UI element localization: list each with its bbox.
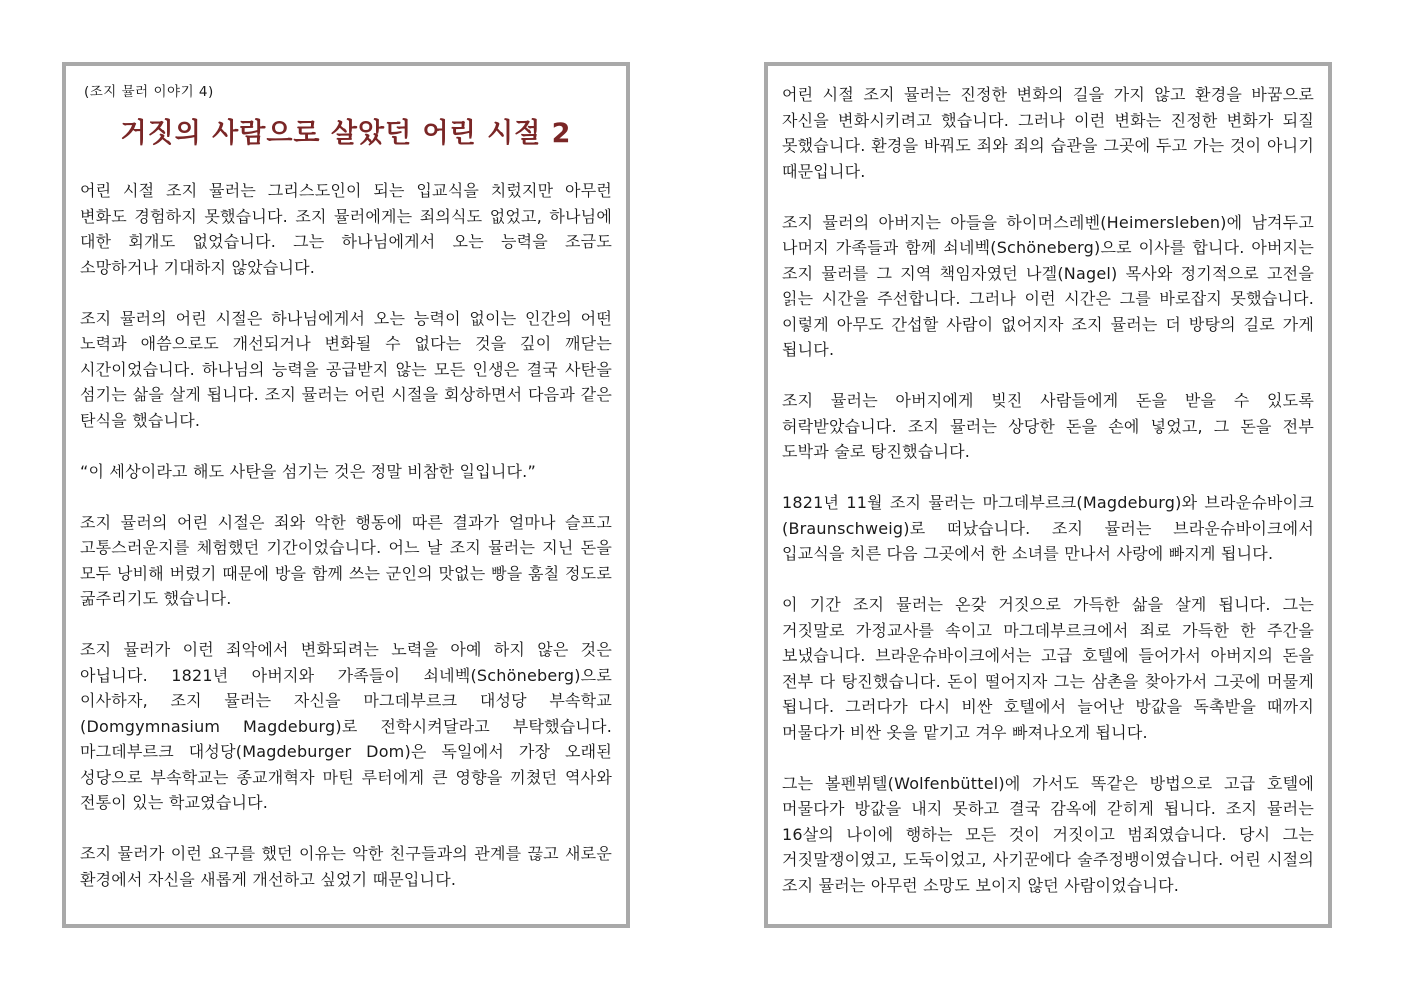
paragraph: 조지 뮬러의 아버지는 아들을 하이머스레벤(Heimersleben)에 남겨두고 나머지 가족들과 함께 쇠네벡(Schöneberg)으로 이사를 합니다. 아버지는 조지 뮬러를 그 지역 책임자였던 나겔(Nagel) 목사와 정기적으로 고전을 읽는 시간을 주선합니다. 그러나 이런 시간은 그를 바로잡지 못했습니다. 이렇게 아무도 간섭할 사람이 없어지자 조지 뮬러는 더 방탕의 길로 가게 됩니다. <box>782 212 1314 359</box>
paragraph: 조지 뮬러가 이런 죄악에서 변화되려는 노력을 아예 하지 않은 것은 아닙니다. 1821년 아버지와 가족들이 쇠네벡(Schöneberg)으로 이사하자, 조지 뮬러는 자신을 마그데부르크 대성당 부속학교(Domgymnasium Magdeburg)로 전학시켜달라고 부탁했습니다. 마그데부르크 대성당(Magdeburger Dom)은 독일에서 가장 오래된 성당으로 부속학교는 종교개혁자 마틴 루터에게 큰 영향을 끼쳤던 역사와 전통이 있는 학교였습니다. <box>80 640 612 812</box>
paragraph: 조지 뮬러의 어린 시절은 하나님에게서 오는 능력이 없이는 인간의 어떤 노력과 애씀으로도 개선되거나 변화될 수 없다는 것을 깊이 깨닫는 시간이었습니다. 하나님의 능력을 공급받지 않는 모든 인생은 결국 사탄을 섬기는 삶을 살게 됩니다. 조지 뮬러는 어린 시절을 회상하면서 다음과 같은 탄식을 했습니다. <box>80 308 612 430</box>
paragraph: 조지 뮬러는 아버지에게 빚진 사람들에게 돈을 받을 수 있도록 허락받았습니다. 조지 뮬러는 상당한 돈을 손에 넣었고, 그 돈을 전부 도박과 술로 탕진했습니다. <box>782 391 1314 461</box>
right-page <box>764 62 1332 928</box>
paragraph: 그는 볼펜뷔텔(Wolfenbüttel)에 가서도 똑같은 방법으로 고급 호텔에 머물다가 방값을 내지 못하고 결국 감옥에 갇히게 됩니다. 조지 뮬러는 16살의 나이에 행하는 모든 것이 거짓이고 범죄였습니다. 당시 그는 거짓말쟁이였고, 도둑이었고, 사기꾼에다 술주정뱅이였습니다. 어린 시절의 조지 뮬러는 아무런 소망도 보이지 않던 사람이었습니다. <box>782 773 1314 895</box>
page-title: 거짓의 사람으로 살았던 어린 시절 2 <box>120 118 572 149</box>
paragraph: 이 기간 조지 뮬러는 온갖 거짓으로 가득한 삶을 살게 됩니다. 그는 거짓말로 가정교사를 속이고 마그데부르크에서 죄로 가득한 한 주간을 보냈습니다. 브라운슈바이크에서는 고급 호텔에 들어가서 아버지의 돈을 전부 다 탕진했습니다. 돈이 떨어지자 그는 삼촌을 찾아가서 그곳에 머물게 됩니다. 그러다가 다시 비싼 호텔에서 늘어난 방값을 독촉받을 때까지 머물다가 비싼 옷을 맡기고 겨우 빠져나오게 됩니다. <box>782 595 1314 742</box>
quote-paragraph: “이 세상이라고 해도 사탄을 섬기는 것은 정말 비참한 일입니다.” <box>80 461 536 481</box>
left-page <box>62 62 630 928</box>
paragraph: 조지 뮬러가 이런 요구를 했던 이유는 악한 친구들과의 관계를 끊고 새로운 환경에서 자신을 새롭게 개선하고 싶었기 때문입니다. <box>80 844 612 889</box>
right-page-content <box>782 82 1314 924</box>
paragraph: 조지 뮬러의 어린 시절은 죄와 악한 행동에 따른 결과가 얼마나 슬프고 고통스러운지를 체험했던 기간이었습니다. 어느 날 조지 뮬러는 지닌 돈을 모두 낭비해 버렸기 때문에 방을 함께 쓰는 군인의 맛없는 빵을 훔칠 정도로 굶주리기도 했습니다. <box>80 512 612 608</box>
left-page-content <box>80 80 612 918</box>
paragraph: 어린 시절 조지 뮬러는 진정한 변화의 길을 가지 않고 환경을 바꿈으로 자신을 변화시키려고 했습니다. 그러나 이런 변화는 진정한 변화가 되질 못했습니다. 환경을 바꿔도 죄와 죄의 습관을 그곳에 두고 가는 것이 아니기 때문입니다. <box>782 85 1314 181</box>
paragraph: 어린 시절 조지 뮬러는 그리스도인이 되는 입교식을 치렀지만 아무런 변화도 경험하지 못했습니다. 조지 뮬러에게는 죄의식도 없었고, 하나님에 대한 회개도 없었습니다. 그는 하나님에게서 오는 능력을 조금도 소망하거나 기대하지 않았습니다. <box>80 181 612 277</box>
paragraph: 1821년 11월 조지 뮬러는 마그데부르크(Magdeburg)와 브라운슈바이크(Braunschweig)로 떠났습니다. 조지 뮬러는 브라운슈바이크에서 입교식을 치른 다음 그곳에서 한 소녀를 만나서 사랑에 빠지게 됩니다. <box>782 493 1314 563</box>
series-label: (조지 뮬러 이야기 4) <box>84 84 214 100</box>
